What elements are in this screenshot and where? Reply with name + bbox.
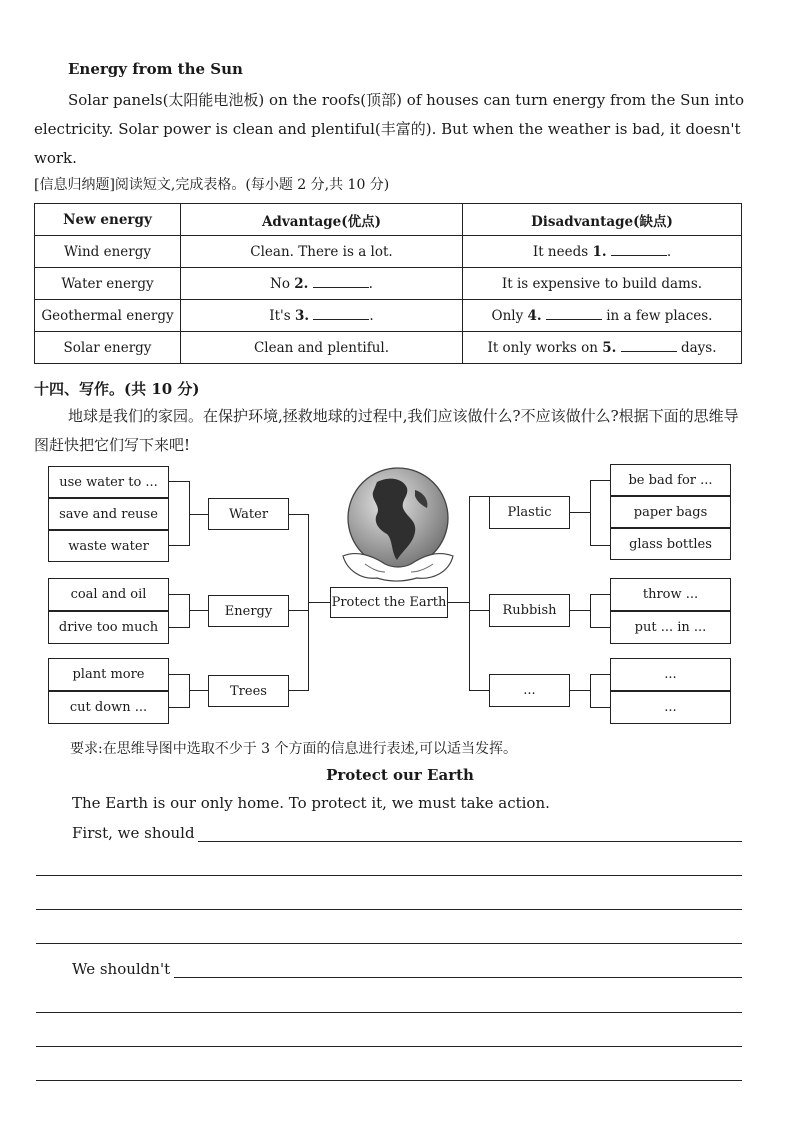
- col-header-energy: New energy: [35, 204, 181, 236]
- disadvantage-cell: [463, 268, 742, 300]
- writing-line[interactable]: [198, 841, 742, 842]
- connector-line: [189, 690, 208, 691]
- water-item-box: use water to ...: [48, 466, 169, 498]
- connector-line: [289, 690, 308, 691]
- disadvantage-suffix: .: [666, 244, 672, 260]
- trees-item-box: cut down ...: [48, 691, 169, 724]
- col-header-disadvantage: Disadvantage(缺点): [463, 204, 742, 236]
- disadvantage-suffix: in a few places.: [601, 308, 713, 324]
- advantage-cell: [181, 268, 463, 300]
- connector-line: [448, 602, 469, 603]
- disadvantage-text: It needs: [532, 244, 593, 260]
- table-row: [35, 268, 742, 300]
- col-header-advantage: Advantage(优点): [181, 204, 463, 236]
- writing-line[interactable]: [36, 1080, 742, 1081]
- connector-line: [189, 514, 208, 515]
- energy-item-box: drive too much: [48, 611, 169, 644]
- answer-blank-4[interactable]: [546, 307, 602, 320]
- advantage-cell: [181, 332, 463, 364]
- connector-line: [590, 674, 591, 708]
- blank-number: 2.: [294, 276, 309, 292]
- answer-blank-2[interactable]: [313, 275, 369, 288]
- water-item-box: waste water: [48, 530, 169, 562]
- disadvantage-cell: [463, 332, 742, 364]
- plastic-item-box: be bad for ...: [610, 464, 731, 496]
- table-row: [35, 300, 742, 332]
- connector-line: [570, 690, 590, 691]
- connector-line: [590, 480, 610, 481]
- first-prompt: First, we should: [72, 824, 195, 842]
- writing-intro: 地球是我们的家园。在保护环境,拯救地球的过程中,我们应该做什么?不应该做什么?根据下面的思维导图赶快把它们写下来吧!: [34, 407, 739, 454]
- connector-line: [570, 512, 590, 513]
- table-row: [35, 236, 742, 268]
- connector-line: [570, 610, 590, 611]
- advantage-suffix: .: [369, 308, 374, 324]
- advantage-text: Clean. There is a lot.: [250, 243, 393, 260]
- writing-line[interactable]: [36, 1012, 742, 1013]
- disadvantage-text: It is expensive to build dams.: [501, 275, 703, 292]
- connector-line: [169, 545, 189, 546]
- connector-line: [469, 610, 489, 611]
- category-rubbish: Rubbish: [489, 594, 570, 627]
- connector-line: [308, 602, 330, 603]
- writing-requirement: 要求:在思维导图中选取不少于 3 个方面的信息进行表述,可以适当发挥。: [70, 741, 517, 757]
- rubbish-item-box: put ... in ...: [610, 611, 731, 644]
- advantage-text: It's: [269, 308, 295, 324]
- energy-table: [34, 203, 742, 364]
- blank-number: 1.: [592, 244, 607, 260]
- table-header-row: [35, 204, 742, 236]
- answer-blank-1[interactable]: [611, 243, 667, 256]
- disadvantage-cell: [463, 236, 742, 268]
- disadvantage-text: Only: [491, 308, 528, 324]
- writing-line[interactable]: [36, 909, 742, 910]
- answer-blank-5[interactable]: [621, 339, 677, 352]
- disadvantage-suffix: days.: [676, 340, 717, 356]
- second-prompt: We shouldn't: [72, 960, 171, 978]
- table-row: [35, 332, 742, 364]
- plastic-item-box: glass bottles: [610, 528, 731, 560]
- passage-text: Solar panels(太阳能电池板) on the roofs(顶部) of houses can turn energy from the Sun into electricity. Solar power is clean and plentiful(丰富的). But when the weather is bad, it doesn't work.: [34, 91, 744, 167]
- blank-number: 3.: [295, 308, 310, 324]
- connector-line: [289, 610, 308, 611]
- connector-line: [169, 627, 189, 628]
- connector-line: [469, 690, 489, 691]
- writing-line[interactable]: [36, 943, 742, 944]
- connector-line: [169, 481, 189, 482]
- category-water: Water: [208, 498, 289, 530]
- earth-in-hands-icon: [337, 460, 459, 584]
- energy-name: Solar energy: [35, 332, 181, 364]
- connector-line: [169, 674, 189, 675]
- connector-line: [469, 496, 470, 691]
- energy-item-box: coal and oil: [48, 578, 169, 611]
- advantage-cell: [181, 236, 463, 268]
- trees-item-box: plant more: [48, 658, 169, 691]
- connector-line: [590, 707, 610, 708]
- category-trees: Trees: [208, 675, 289, 707]
- energy-name: Water energy: [35, 268, 181, 300]
- writing-line[interactable]: [36, 1046, 742, 1047]
- writing-line[interactable]: [174, 977, 742, 978]
- connector-line: [590, 480, 591, 545]
- connector-line: [590, 674, 610, 675]
- blank-item-box: ...: [610, 691, 731, 724]
- disadvantage-text: It only works on: [487, 340, 603, 356]
- advantage-cell: [181, 300, 463, 332]
- center-protect-earth: Protect the Earth: [330, 587, 448, 618]
- passage-title: Energy from the Sun: [68, 60, 243, 78]
- connector-line: [590, 594, 610, 595]
- category-energy: Energy: [208, 595, 289, 627]
- connector-line: [590, 594, 591, 628]
- blank-number: 5.: [602, 340, 617, 356]
- category-plastic: Plastic: [489, 496, 570, 529]
- writing-line[interactable]: [36, 875, 742, 876]
- energy-name: Geothermal energy: [35, 300, 181, 332]
- essay-title: Protect our Earth: [326, 766, 474, 784]
- essay-opening: The Earth is our only home. To protect it, we must take action.: [72, 794, 550, 812]
- connector-line: [590, 627, 610, 628]
- connector-line: [289, 514, 308, 515]
- answer-blank-3[interactable]: [313, 307, 369, 320]
- connector-line: [169, 594, 189, 595]
- water-item-box: save and reuse: [48, 498, 169, 530]
- connector-line: [169, 707, 189, 708]
- energy-name: Wind energy: [35, 236, 181, 268]
- section-heading: 十四、写作。(共 10 分): [34, 380, 200, 398]
- advantage-text: Clean and plentiful.: [253, 339, 390, 356]
- task-instruction: [信息归纳题]阅读短文,完成表格。(每小题 2 分,共 10 分): [34, 177, 390, 193]
- plastic-item-box: paper bags: [610, 496, 731, 528]
- connector-line: [590, 545, 610, 546]
- rubbish-item-box: throw ...: [610, 578, 731, 611]
- disadvantage-cell: [463, 300, 742, 332]
- blank-number: 4.: [527, 308, 542, 324]
- advantage-text: No: [270, 276, 295, 292]
- connector-line: [189, 610, 208, 611]
- advantage-suffix: .: [368, 276, 373, 292]
- category-blank: ...: [489, 674, 570, 707]
- connector-line: [469, 496, 489, 497]
- blank-item-box: ...: [610, 658, 731, 691]
